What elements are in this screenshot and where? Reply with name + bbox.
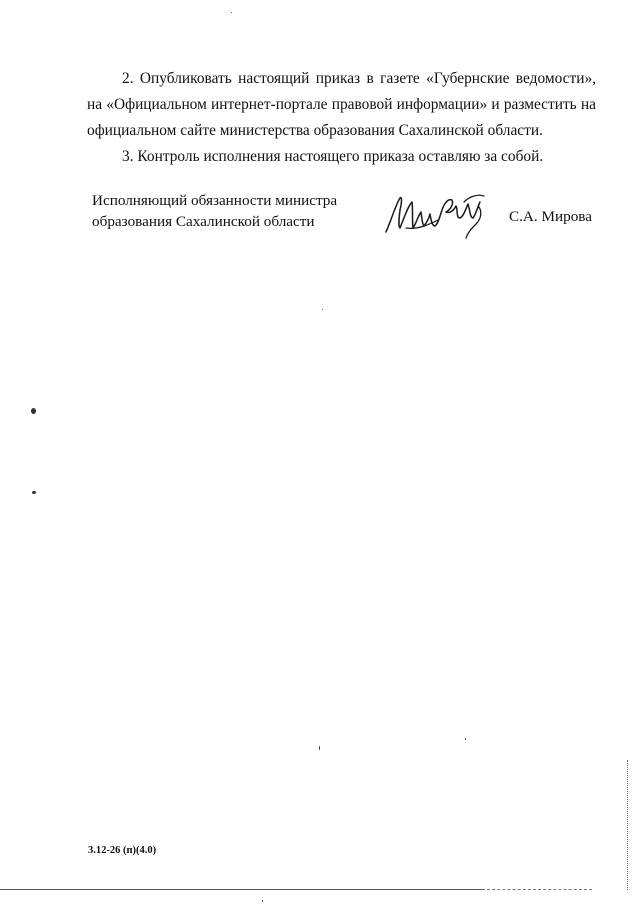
scan-border-dashed [482,889,592,890]
scan-speck [31,408,36,414]
scan-edge-mark [627,760,628,890]
scan-speck [465,738,466,740]
scan-speck [319,746,320,750]
scan-speck [322,309,323,310]
signer-name: С.А. Мирова [509,208,593,225]
scan-speck [32,491,36,494]
scan-speck [262,900,263,902]
signer-position-line-2: образования Сахалинской области [92,213,315,230]
scan-speck [231,12,232,13]
handwritten-signature-icon [378,188,490,244]
paragraph-3: 3. Контроль исполнения настоящего приказа оставляю за собой. [122,148,544,165]
signer-position [92,190,372,232]
paragraph-2: 2. Опубликовать настоящий приказ в газете «Губернские ведомости», на «Официальном интернет-портале правовой информации» и разместить на официальном сайте министерства образования Сахалинской области. [87,70,596,139]
signer-position-line-1: Исполняющий обязанности министра [92,192,338,209]
document-code: 3.12-26 (п)(4.0) [88,845,157,856]
scan-border-line [0,889,482,890]
